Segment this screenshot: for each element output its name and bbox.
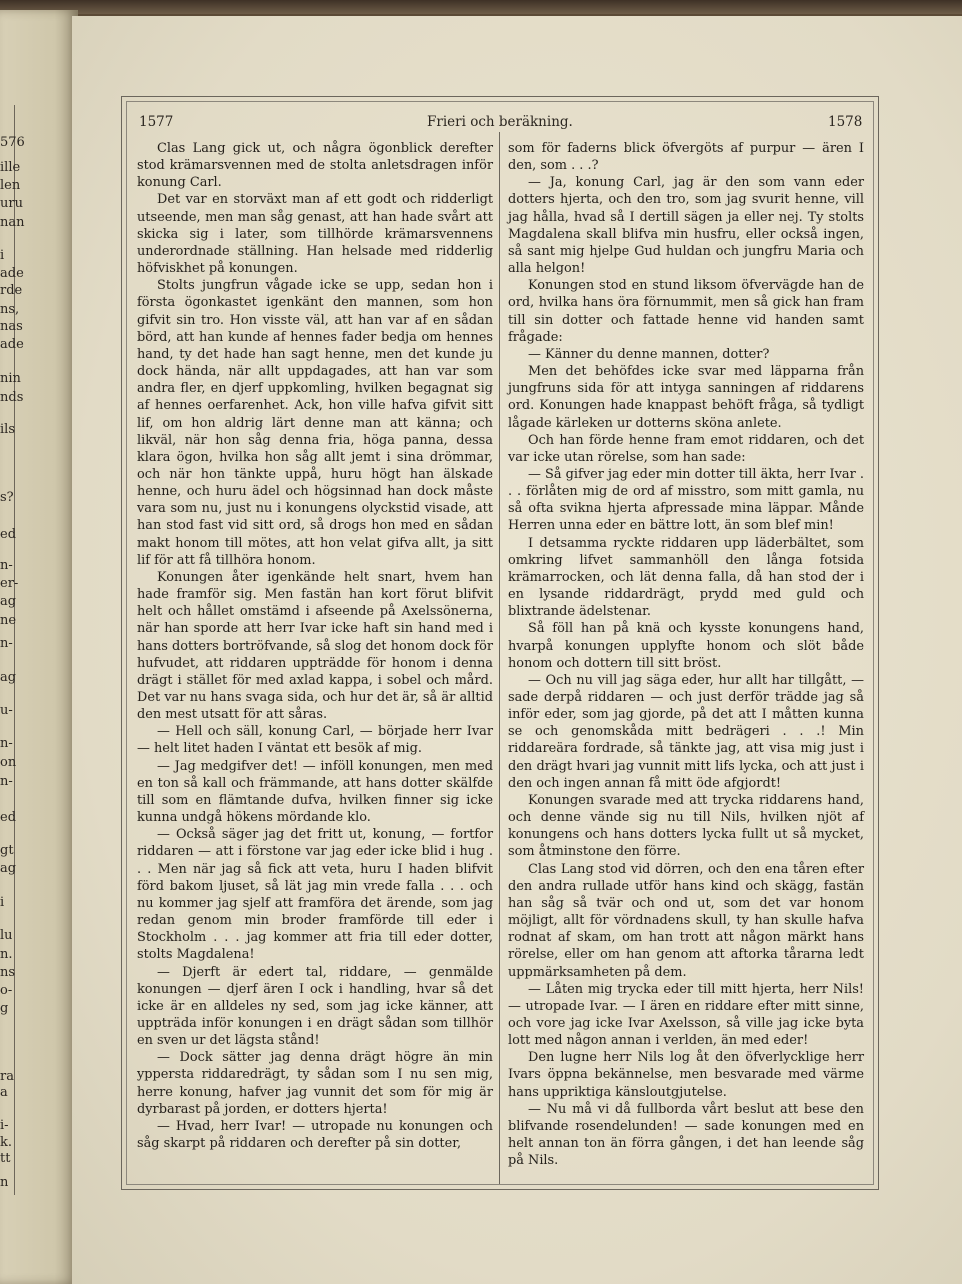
previous-page-fragment: ns, xyxy=(0,302,20,317)
previous-page-edge xyxy=(0,10,78,1284)
previous-page-fragment: ra xyxy=(0,1069,14,1084)
previous-page-fragment: ade xyxy=(0,266,24,281)
paragraph: Det var en storväxt man af ett godt och ridderligt utseende, men man såg genast, att han hade svårt att skicka sig i later, som tillhörde krämarsvennens underordnade ställning. Han helsade med ridderlig höfviskhet på konungen. xyxy=(137,192,493,277)
paragraph: — Låten mig trycka eder till mitt hjerta, herr Nils! — utropade Ivar. — I ären en riddare efter mitt sinne, och vore jag icke Ivar Axelsson, så ville jag icke byta lott med någon annan i verlden, än med eder! xyxy=(508,981,864,1049)
left-column xyxy=(137,140,493,1152)
previous-page-fragment: s? xyxy=(0,490,14,505)
right-page-number: 1578 xyxy=(828,114,863,130)
previous-page-fragment: ne xyxy=(0,613,17,628)
paragraph: — Och nu vill jag säga eder, hur allt har tillgått, — sade derpå riddaren — och just derför trädde jag så inför eder, som jag gjorde, på det att I måtten kunna se och genomskåda mitt bedrägeri . . .! Min riddareära fordrade, så tänkte jag, att visa mig just i den drägt hvari jag vunnit mitt lifs lycka, och att just i den och ingen annan få mitt öde afgjordt! xyxy=(508,672,864,791)
previous-page-fragment: u- xyxy=(0,703,13,718)
previous-page-fragment: o- xyxy=(0,983,13,998)
running-title: Frieri och beräkning. xyxy=(427,114,573,130)
paragraph: Stolts jungfrun vågade icke se upp, sedan hon i första ögonkastet igenkänt den mannen, som hon gifvit sin tro. Hon visste väl, att han var af en sådan börd, att han kunde af hennes fader bedja om hennes hand, ty det hade han sagt henne, men det kunde ju dock hända, när allt uppdagades, att han var som andra fler, en djerf uppkomling, hvilken begagnat sig af hennes oerfarenhet. Ack, hon ville hafva gifvit sitt lif, om hon aldrig lärt denne man att känna; och likväl, när hon såg denna fria, höga panna, dessa klara ögon, hvilka hon såg allt jemt i sina drömmar, och när hon tänkte uppå, huru högt han älskade henne, och huru ädel och högsinnad han dock måste vara som nu, just nu i konungens olyckstid visade, att han stod fast vid sitt ord, så drogs hon med en sådan makt honom till mötes, att hon velat gifva allt, ja sitt lif för att få tillhöra honom. xyxy=(137,278,493,568)
previous-page-fragment: n- xyxy=(0,636,13,651)
previous-page-fragment: k. xyxy=(0,1135,13,1150)
previous-page-fragment: ed xyxy=(0,527,17,542)
previous-page-fragment: 576 xyxy=(0,135,25,150)
previous-page-fragment: n- xyxy=(0,736,13,751)
previous-page-fragment: i- xyxy=(0,1118,9,1133)
previous-page-fragment: er- xyxy=(0,576,19,591)
previous-page-fragment: lu xyxy=(0,928,13,943)
paragraph: Konungen svarade med att trycka riddarens hand, och denne vände sig nu till Nils, hvilken njöt af konungens och hans dotters lycka fullt ut så mycket, som åtminstone den förre. xyxy=(508,792,864,860)
paragraph: — Djerft är edert tal, riddare, — genmälde konungen — djerf ären I ock i handling, hvar så det icke är en alldeles ny sed, som jag icke känner, att uppträda inför konungen i en drägt sådan som tillhör en sven ur det lägsta stånd! xyxy=(137,964,493,1049)
previous-page-fragment: nds xyxy=(0,390,24,405)
paragraph: — Jag medgifver det! — inföll konungen, men med en ton så kall och främmande, att hans dotter skälfde till som en flämtande dufva, hvilken finner sig icke kunna undgå hökens mördande klo. xyxy=(137,758,493,826)
previous-page-fragment: g xyxy=(0,1001,9,1016)
left-page-number: 1577 xyxy=(139,114,174,130)
previous-page-fragment: ade xyxy=(0,337,24,352)
previous-page-fragment: i xyxy=(0,248,5,263)
paragraph: Den lugne herr Nils log åt den öfverlycklige herr Ivars öppna bekännelse, men besvarade med värme hans uppriktiga känsloutgjutelse. xyxy=(508,1050,864,1100)
previous-page-fragment: a xyxy=(0,1085,8,1100)
paragraph: Clas Lang gick ut, och några ögonblick derefter stod krämarsvennen med de stolta anletsdragen inför konung Carl. xyxy=(137,141,493,191)
previous-page-fragment: len xyxy=(0,178,21,193)
previous-page-fragment: n- xyxy=(0,558,13,573)
column-rule xyxy=(499,132,500,1184)
previous-page-fragment: gt xyxy=(0,843,14,858)
previous-page-fragment: tt xyxy=(0,1151,11,1166)
previous-page-fragment: ed xyxy=(0,810,17,825)
paragraph: — Dock sätter jag denna drägt högre än min yppersta riddaredrägt, ty sådan som I nu sen mig, herre konung, hafver jag vunnit det som för mig är dyrbarast på jorden, er dotters hjerta! xyxy=(137,1050,493,1117)
previous-page-fragment: ag xyxy=(0,861,17,876)
paragraph: Clas Lang stod vid dörren, och den ena tåren efter den andra rullade utför hans kind och skägg, fastän han såg så tvär och ond ut, som det var honom möjligt, allt för vördnadens skull, ty han skulle hafva rodnat af skam, om han trott att någon märkt hans rörelse, eller om han genom att aftorka tårarna ledt uppmärksamheten på dem. xyxy=(508,861,864,980)
paragraph: — Också säger jag det fritt ut, konung, — fortfor riddaren — att i förstone var jag eder icke blid i hug . . . Men när jag så fick att veta, huru I haden blifvit förd bakom ljuset, så lät jag min vrede falla . . . och nu kommer jag sjelf att framföra det ärende, som jag redan genom min broder framförde till eder i Stockholm . . . jag kommer att fria till eder dotter, stolts Magdalena! xyxy=(137,827,493,963)
right-column xyxy=(508,140,864,1169)
paragraph: Konungen åter igenkände helt snart, hvem han hade framför sig. Men fastän han kort förut blifvit helt och hållet omstämd i afseende på Axelssönerna, när han sporde att herr Ivar icke haft sin hand med i hans dotters bortröfvande, så slog det honom dock för hufvudet, att riddaren uppträdde för honom i denna drägt i stället för med axlad kappa, i sobel och mård. Det var nu hans svaga sida, och hur det är, så är alltid den mest utsatt för att såras. xyxy=(137,569,493,723)
previous-page-fragment: rde xyxy=(0,283,23,298)
previous-page-fragment: uru xyxy=(0,196,23,211)
paragraph: — Känner du denne mannen, dotter? xyxy=(528,346,770,362)
paragraph: Konungen stod en stund liksom öfvervägde han de ord, hvilka hans öra förnummit, men så gick han fram till sin dotter och fattade henne vid handen samt frågade: xyxy=(508,278,864,345)
previous-page-fragment: ag xyxy=(0,594,17,609)
paragraph: — Så gifver jag eder min dotter till äkta, herr Ivar . . . förlåten mig de ord af misstro, som mitt gamla, nu så ofta svikna hjerta afpressade mina läppar. Månde Herren unna eder en bättre lott, än som blef min! xyxy=(508,466,864,534)
paragraph: — Hell och säll, konung Carl, — började herr Ivar — helt litet haden I väntat ett besök af mig. xyxy=(137,724,493,757)
previous-page-fragment: ils xyxy=(0,422,15,437)
previous-page-fragment: ille xyxy=(0,160,21,175)
previous-page-fragment: ns xyxy=(0,965,16,980)
previous-page-fragment: ag xyxy=(0,670,17,685)
paragraph: — Ja, konung Carl, jag är den som vann eder dotters hjerta, och den tro, som jag svurit henne, vill jag hålla, hvad så I dertill sägen ja eller nej. Ty stolts Magdalena skall blifva min husfru, eller också ingen, så sant mig hjelpe Gud huldan och jungfru Maria och alla helgon! xyxy=(508,175,864,277)
previous-page-fragment: nin xyxy=(0,371,21,386)
paragraph: — Nu må vi då fullborda vårt beslut att bese den blifvande rosendelunden! — sade konungen med en helt annan ton än förra gången, i det han leende såg på Nils. xyxy=(508,1101,864,1169)
previous-page-fragment: nan xyxy=(0,215,25,230)
previous-page-fragment: n xyxy=(0,1175,9,1190)
previous-page-fragment: nas xyxy=(0,319,23,334)
paragraph: Så föll han på knä och kysste konungens hand, hvarpå konungen upplyfte honom och slöt både honom och dottern till sitt bröst. xyxy=(508,621,864,671)
previous-page-fragment: n- xyxy=(0,774,13,789)
paragraph: — Hvad, herr Ivar! — utropade nu konungen och såg skarpt på riddaren och derefter på sin dotter, xyxy=(137,1118,493,1152)
paragraph: Och han förde henne fram emot riddaren, och det var icke utan rörelse, som han sade: xyxy=(508,432,864,465)
paragraph-continued: som för faderns blick öfvergöts af purpur — ären I den, som . . .? xyxy=(508,141,864,174)
previous-page-fragment: on xyxy=(0,755,17,770)
previous-page-fragment: n. xyxy=(0,947,13,962)
book-top-edge xyxy=(0,0,962,14)
paragraph: Men det behöfdes icke svar med läpparna från jungfruns sida för att intyga sanningen af riddarens ord. Konungen hade knappast behöft fråga, så tydligt lågade kärleken ur dotterns sköna anlete. xyxy=(508,364,864,431)
paragraph: I detsamma ryckte riddaren upp läderbältet, som omkring lifvet sammanhöll den långa fotsida krämarrocken, och lät denna falla, då han stod der i en lysande riddardrägt, prydd med guld och blixtrande ädelstenar. xyxy=(508,535,864,620)
previous-page-fragment: i xyxy=(0,895,5,910)
